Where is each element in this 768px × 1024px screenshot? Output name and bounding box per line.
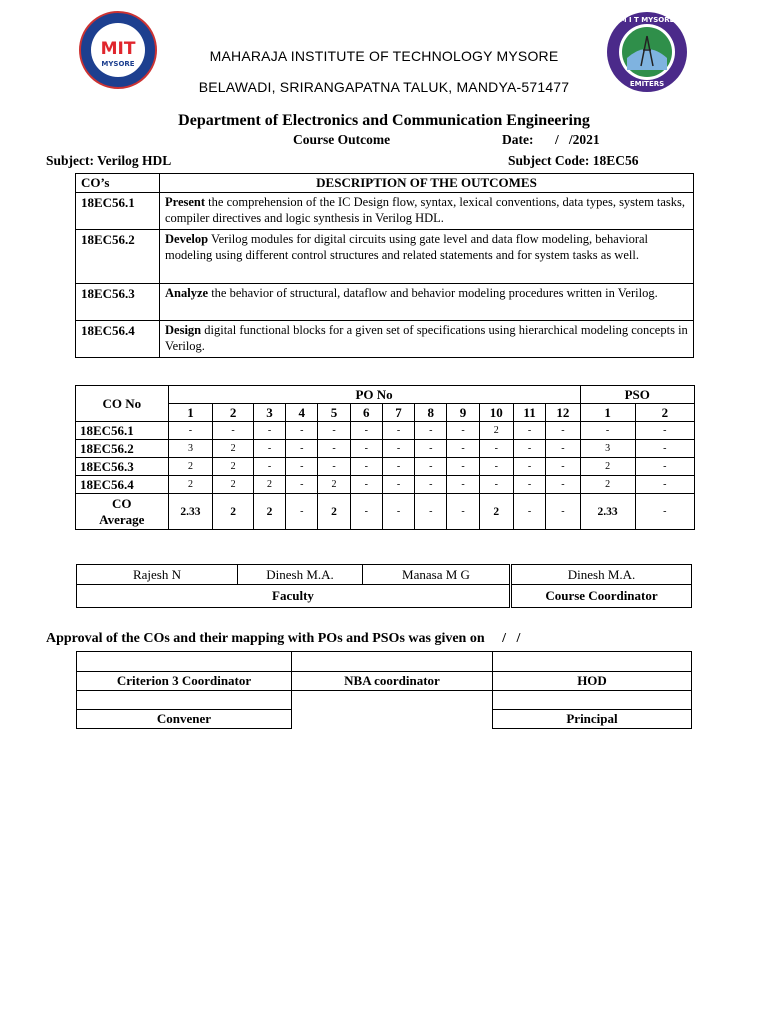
po-col: 1: [168, 404, 213, 422]
po-cell: -: [513, 458, 545, 476]
co-description: [160, 284, 694, 321]
pso-cell: -: [635, 458, 694, 476]
po-cell: -: [382, 476, 414, 494]
svg-text:M I T MYSORE: M I T MYSORE: [619, 16, 675, 24]
course-outcome-label: Course Outcome: [293, 132, 391, 147]
po-cell: -: [350, 422, 382, 440]
avg-cell: 2: [318, 494, 350, 530]
pso-cell: 2: [580, 476, 635, 494]
po-cell: -: [513, 440, 545, 458]
co-table-header: [76, 174, 694, 193]
po-cell: 2: [213, 476, 254, 494]
signature-box: [292, 652, 493, 672]
po-col: 11: [513, 404, 545, 422]
po-cell: -: [513, 476, 545, 494]
pso-col: 2: [635, 404, 694, 422]
subject-name: Subject: Verilog HDL: [46, 153, 172, 168]
po-cell: -: [382, 422, 414, 440]
po-cell: -: [479, 476, 513, 494]
mapping-co-id: 18EC56.4: [76, 476, 169, 494]
po-cell: -: [415, 458, 447, 476]
approval-roles-row: [77, 710, 692, 729]
po-col: 7: [382, 404, 414, 422]
po-cell: -: [213, 422, 254, 440]
faculty-names-row: [77, 565, 692, 585]
avg-cell: -: [286, 494, 318, 530]
co-average-row: [76, 494, 695, 530]
institute-name: MAHARAJA INSTITUTE OF TECHNOLOGY MYSORE: [209, 48, 559, 64]
po-cell: -: [318, 422, 350, 440]
mapping-co-id: 18EC56.1: [76, 422, 169, 440]
co-description: [160, 321, 694, 358]
pso-cell: -: [635, 422, 694, 440]
svg-text:EMITERS: EMITERS: [629, 80, 665, 88]
po-cell: -: [382, 440, 414, 458]
department-title: Department of Electronics and Communication Engineering: [178, 112, 590, 129]
course-outcome-table: [75, 173, 694, 358]
co-column-header: CO’s: [76, 174, 160, 193]
faculty-label: Faculty: [77, 585, 511, 608]
po-cell: -: [513, 422, 545, 440]
po-cell: -: [447, 476, 479, 494]
co-average-label: [76, 494, 169, 530]
avg-cell: -: [447, 494, 479, 530]
approval-table: [76, 651, 692, 729]
po-cell: 2: [168, 476, 213, 494]
po-col: 5: [318, 404, 350, 422]
po-cell: -: [447, 440, 479, 458]
subject-code: Subject Code: 18EC56: [508, 153, 639, 168]
po-cell: 2: [479, 422, 513, 440]
approval-date: / /: [502, 631, 521, 646]
po-cell: -: [415, 422, 447, 440]
po-cell: -: [318, 458, 350, 476]
co-row: [76, 230, 694, 284]
po-cell: -: [253, 440, 285, 458]
po-col: 4: [286, 404, 318, 422]
co-row: [76, 284, 694, 321]
faculty-name: Rajesh N: [77, 565, 238, 585]
avg-cell: -: [350, 494, 382, 530]
co-average-label-line1: CO: [112, 495, 132, 511]
mapping-row: [76, 458, 695, 476]
po-cell: -: [546, 440, 580, 458]
role-hod: HOD: [493, 672, 692, 691]
approval-roles-row: [77, 672, 692, 691]
mapping-row: [76, 422, 695, 440]
coordinator-name: Dinesh M.A.: [511, 565, 692, 585]
faculty-table: [76, 564, 692, 608]
co-text: the comprehension of the IC Design flow, syntax, lexical conventions, data types, system tasks, compiler directives and logic synthesis in Verilog HDL.: [165, 195, 686, 225]
co-id: 18EC56.2: [76, 230, 160, 284]
co-row: [76, 321, 694, 358]
pso-cell: -: [635, 476, 694, 494]
faculty-name: Dinesh M.A.: [238, 565, 363, 585]
role-nba: NBA coordinator: [292, 672, 493, 691]
faculty-labels-row: [77, 585, 692, 608]
mapping-row: [76, 440, 695, 458]
po-cell: -: [546, 476, 580, 494]
approval-statement: [46, 631, 520, 647]
role-principal: Principal: [493, 710, 692, 729]
avg-cell: -: [415, 494, 447, 530]
institute-address: BELAWADI, SRIRANGAPATNA TALUK, MANDYA-571477: [198, 79, 570, 95]
signature-box: [493, 691, 692, 710]
empty-cell: [292, 710, 493, 729]
co-average-label-line2: Average: [99, 511, 145, 527]
po-cell: -: [479, 440, 513, 458]
pso-cell: -: [635, 440, 694, 458]
co-text: the behavior of structural, dataflow and behavior modeling procedures written in Verilog.: [208, 286, 658, 300]
approval-text: Approval of the COs and their mapping with POs and PSOs was given on: [46, 631, 485, 646]
co-id: 18EC56.4: [76, 321, 160, 358]
avg-cell: -: [513, 494, 545, 530]
co-text: Verilog modules for digital circuits using gate level and data flow modeling, behavioral modeling using different control structures and related statements and for system tasks as well.: [165, 232, 648, 262]
po-cell: 2: [213, 440, 254, 458]
date-value: / /2021: [555, 132, 600, 147]
co-id: 18EC56.3: [76, 284, 160, 321]
po-cell: -: [350, 476, 382, 494]
empty-cell: [292, 691, 493, 710]
avg-cell: -: [546, 494, 580, 530]
role-convener: Convener: [77, 710, 292, 729]
po-cell: 2: [318, 476, 350, 494]
co-row: [76, 193, 694, 230]
po-cell: -: [286, 422, 318, 440]
co-verb: Analyze: [165, 286, 209, 300]
co-text: digital functional blocks for a given set of specifications using hierarchical modeling concepts in Verilog.: [165, 323, 688, 353]
po-col: 6: [350, 404, 382, 422]
svg-text:MIT: MIT: [100, 39, 136, 59]
avg-cell: -: [635, 494, 694, 530]
po-cell: -: [350, 440, 382, 458]
faculty-name: Manasa M G: [363, 565, 511, 585]
co-no-header: CO No: [76, 386, 169, 422]
role-criterion3: Criterion 3 Coordinator: [77, 672, 292, 691]
po-col: 3: [253, 404, 285, 422]
po-col: 2: [213, 404, 254, 422]
coordinator-label: Course Coordinator: [511, 585, 692, 608]
po-cell: -: [447, 422, 479, 440]
avg-cell: 2: [253, 494, 285, 530]
po-col: 10: [479, 404, 513, 422]
po-cell: -: [350, 458, 382, 476]
mapping-header-row: [76, 386, 695, 404]
po-col: 8: [415, 404, 447, 422]
po-no-header: PO No: [168, 386, 580, 404]
po-cell: -: [318, 440, 350, 458]
po-cell: 2: [213, 458, 254, 476]
po-col: 9: [447, 404, 479, 422]
date-label: Date:: [502, 132, 534, 147]
mapping-co-id: 18EC56.2: [76, 440, 169, 458]
svg-text:MYSORE: MYSORE: [101, 60, 135, 68]
pso-cell: 3: [580, 440, 635, 458]
avg-cell: 2.33: [580, 494, 635, 530]
pso-header: PSO: [580, 386, 694, 404]
avg-cell: -: [382, 494, 414, 530]
po-cell: -: [168, 422, 213, 440]
avg-cell: 2.33: [168, 494, 213, 530]
signature-box: [77, 652, 292, 672]
avg-cell: 2: [213, 494, 254, 530]
po-col: 12: [546, 404, 580, 422]
pso-col: 1: [580, 404, 635, 422]
po-cell: 2: [168, 458, 213, 476]
po-cell: -: [286, 476, 318, 494]
pso-cell: 2: [580, 458, 635, 476]
signature-box: [77, 691, 292, 710]
mapping-subheader-row: [76, 404, 695, 422]
po-cell: 3: [168, 440, 213, 458]
approval-sign-row: [77, 691, 692, 710]
po-cell: -: [447, 458, 479, 476]
approval-sign-row: [77, 652, 692, 672]
co-verb: Develop: [165, 232, 209, 246]
co-verb: Design: [165, 323, 202, 337]
po-cell: -: [382, 458, 414, 476]
co-verb: Present: [165, 195, 206, 209]
po-cell: -: [286, 458, 318, 476]
mapping-row: [76, 476, 695, 494]
co-description: [160, 230, 694, 284]
po-cell: -: [479, 458, 513, 476]
po-cell: 2: [253, 476, 285, 494]
po-cell: -: [253, 422, 285, 440]
co-description: [160, 193, 694, 230]
po-cell: -: [253, 458, 285, 476]
avg-cell: 2: [479, 494, 513, 530]
po-cell: -: [415, 476, 447, 494]
co-id: 18EC56.1: [76, 193, 160, 230]
co-po-mapping-table: [75, 385, 695, 530]
po-cell: -: [546, 458, 580, 476]
description-column-header: DESCRIPTION OF THE OUTCOMES: [160, 174, 694, 193]
mapping-co-id: 18EC56.3: [76, 458, 169, 476]
signature-box: [493, 652, 692, 672]
po-cell: -: [415, 440, 447, 458]
po-cell: -: [286, 440, 318, 458]
po-cell: -: [546, 422, 580, 440]
pso-cell: -: [580, 422, 635, 440]
